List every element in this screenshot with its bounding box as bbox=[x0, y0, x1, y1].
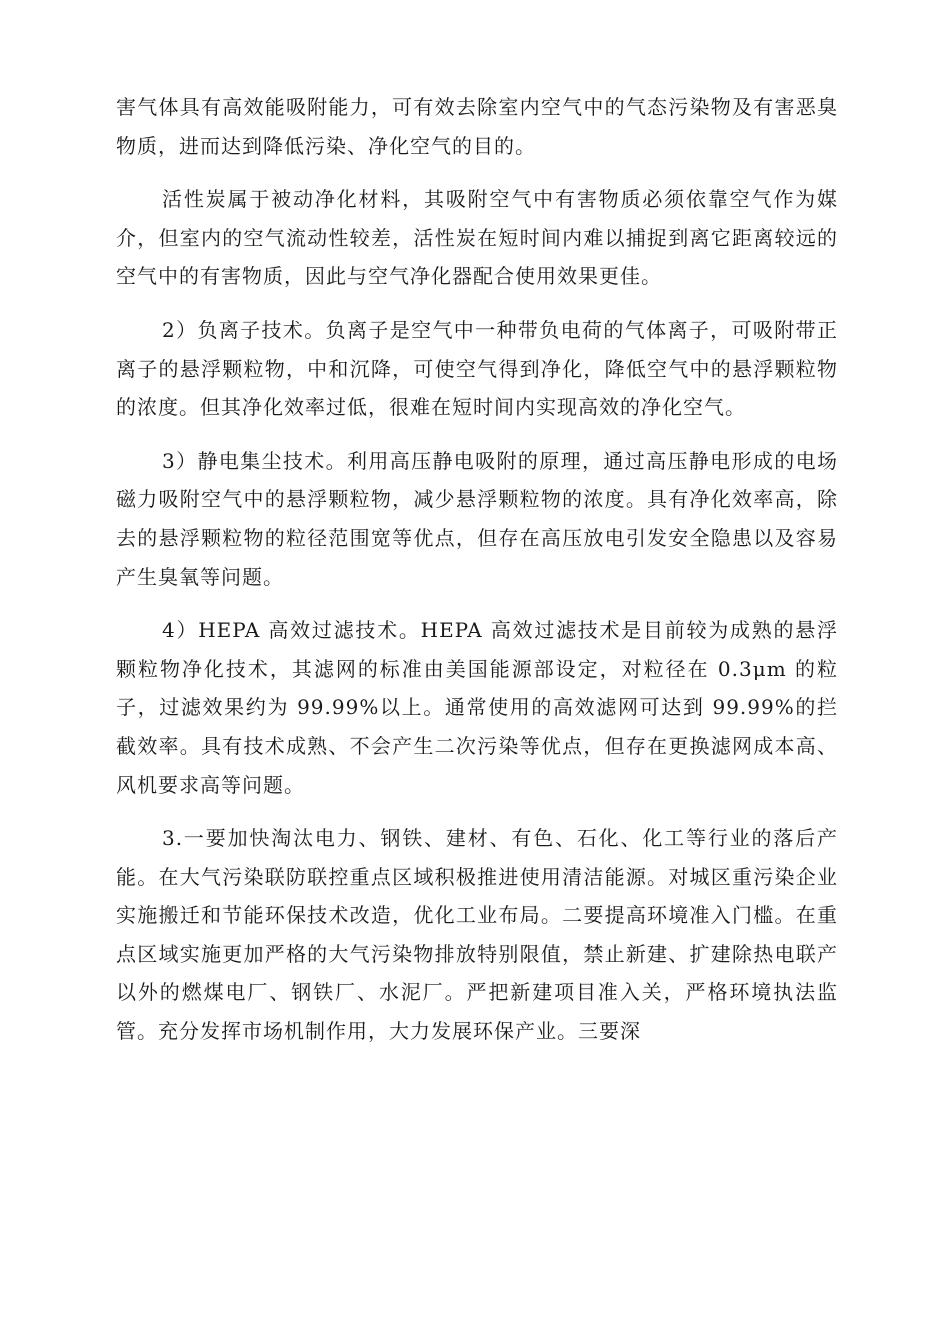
paragraph-activated-carbon-passive: 活性炭属于被动净化材料，其吸附空气中有害物质必须依靠空气作为媒介，但室内的空气流动性较差，活性炭在短时间内难以捕捉到离它距离较远的空气中的有害物质，因此与空气净化器配合使用效果更佳。 bbox=[116, 187, 838, 289]
paragraph-negative-ion-technology: 2）负离子技术。负离子是空气中一种带负电荷的气体离子，可吸附带正离子的悬浮颗粒物，中和沉降，可使空气得到净化，降低空气中的悬浮颗粒物的浓度。但其净化效率过低，很难在短时间内实现高效的净化空气。 bbox=[116, 317, 838, 420]
paragraph-industrial-measures: 3.一要加快淘汰电力、钢铁、建材、有色、石化、化工等行业的落后产能。在大气污染联防联控重点区域积极推进使用清洁能源。对城区重污染企业实施搬迁和节能环保技术改造，优化工业布局。二要提高环境准入门槛。在重点区域实施更加严格的大气污染物排放特别限值，禁止新建、扩建除热电联产以外的燃煤电厂、钢铁厂、水泥厂。严把新建项目准入关，严格环境执法监管。充分发挥市场机制作用，大力发展环保产业。三要深 bbox=[116, 826, 838, 1044]
paragraph-activated-carbon-continuation: 害气体具有高效能吸附能力，可有效去除室内空气中的气态污染物及有害恶臭物质，进而达到降低污染、净化空气的目的。 bbox=[116, 95, 838, 158]
document-body bbox=[116, 88, 838, 1066]
paragraph-hepa-filtration: 4）HEPA 高效过滤技术。HEPA 高效过滤技术是目前较为成熟的悬浮颗粒物净化技术，其滤网的标准由美国能源部设定，对粒径在 0.3μm 的粒子，过滤效果约为 99.99%以上。通常使用的高效滤网可达到 99.99%的拦截效率。具有技术成熟、不会产生二次污染等优点，但存在更换滤网成本高、风机要求高等问题。 bbox=[116, 618, 838, 797]
paragraph-electrostatic-dust-collection: 3）静电集尘技术。利用高压静电吸附的原理，通过高压静电形成的电场磁力吸附空气中的悬浮颗粒物，减少悬浮颗粒物的浓度。具有净化效率高，除去的悬浮颗粒物的粒径范围宽等优点，但存在高压放电引发安全隐患以及容易产生臭氧等问题。 bbox=[116, 448, 838, 589]
